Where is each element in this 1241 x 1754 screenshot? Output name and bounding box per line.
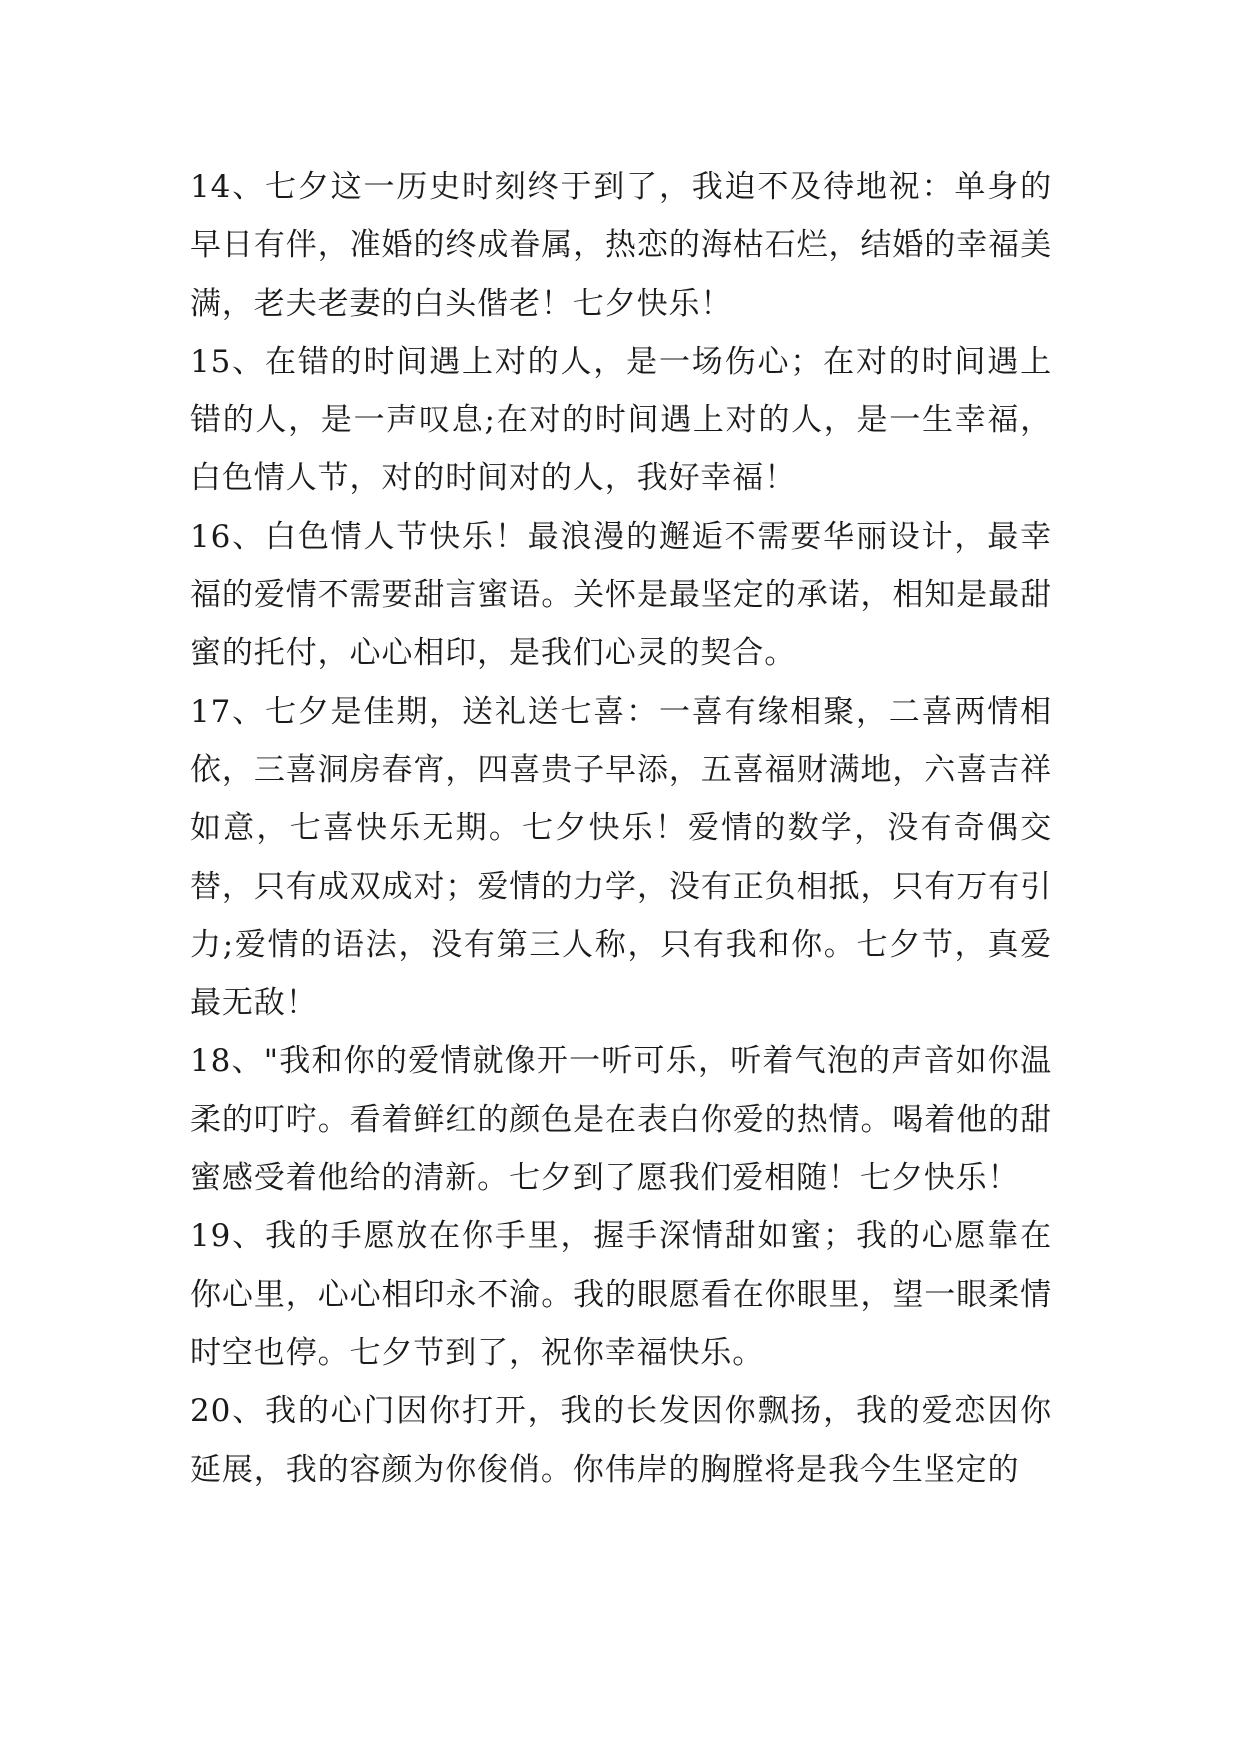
paragraph-16: 16、白色情人节快乐！最浪漫的邂逅不需要华丽设计，最幸福的爱情不需要甜言蜜语。关怀是最坚定的承诺，相知是最甜蜜的托付，心心相印，是我们心灵的契合。	[190, 518, 1052, 672]
paragraph-20: 20、我的心门因你打开，我的长发因你飘扬，我的爱恋因你延展，我的容颜为你俊俏。你伟岸的胸膛将是我今生坚定的	[190, 1393, 1052, 1488]
paragraph-18: 18、"我和你的爱情就像开一听可乐，听着气泡的声音如你温柔的叮咛。看着鲜红的颜色是在表白你爱的热情。喝着他的甜蜜感受着他给的清新。七夕到了愿我们爱相随！七夕快乐！	[190, 1043, 1052, 1197]
body-text	[190, 158, 1052, 1499]
paragraph-15: 15、在错的时间遇上对的人，是一场伤心；在对的时间遇上错的人，是一声叹息;在对的时间遇上对的人，是一生幸福，白色情人节，对的时间对的人，我好幸福！	[190, 343, 1052, 497]
paragraph-17: 17、七夕是佳期，送礼送七喜：一喜有缘相聚，二喜两情相依，三喜洞房春宵，四喜贵子早添，五喜福财满地，六喜吉祥如意，七喜快乐无期。七夕快乐！爱情的数学，没有奇偶交替，只有成双成对；爱情的力学，没有正负相抵，只有万有引力;爱情的语法，没有第三人称，只有我和你。七夕节，真爱最无敌！	[190, 693, 1052, 1022]
paragraph-14: 14、七夕这一历史时刻终于到了，我迫不及待地祝：单身的早日有伴，准婚的终成眷属，热恋的海枯石烂，结婚的幸福美满，老夫老妻的白头偕老！七夕快乐！	[190, 169, 1052, 322]
paragraph-19: 19、我的手愿放在你手里，握手深情甜如蜜；我的心愿靠在你心里，心心相印永不渝。我的眼愿看在你眼里，望一眼柔情时空也停。七夕节到了，祝你幸福快乐。	[190, 1218, 1052, 1371]
